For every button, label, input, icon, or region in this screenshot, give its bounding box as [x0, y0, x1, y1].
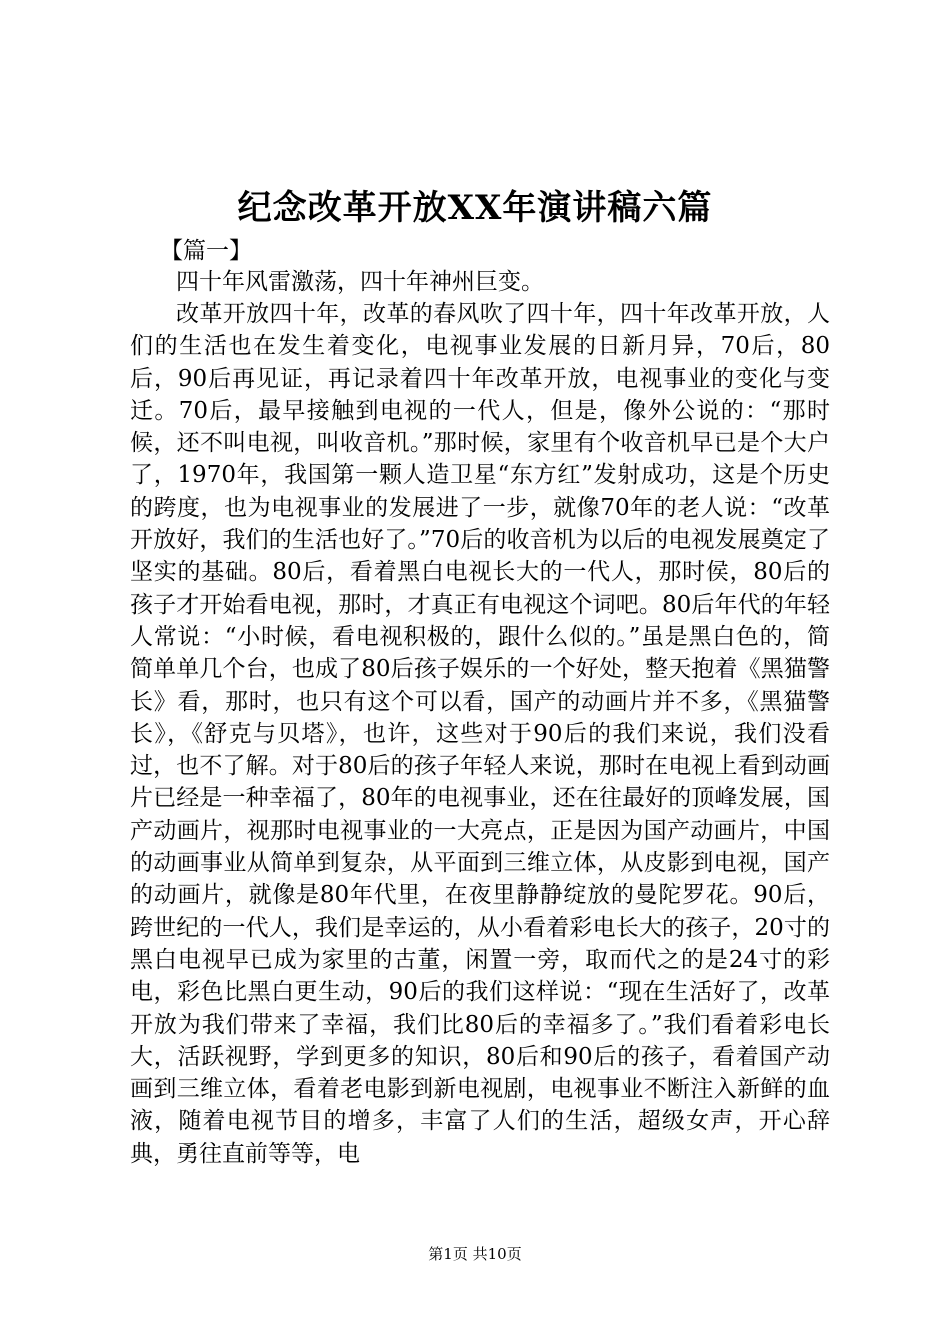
- section-heading: 【篇一】: [160, 238, 252, 264]
- document-title: 纪念改革开放XX年演讲稿六篇: [237, 188, 713, 228]
- paragraph-intro: 四十年风雷激荡，四十年神州巨变。: [176, 269, 544, 295]
- paragraph-body: 改革开放四十年，改革的春风吹了四十年，四十年改革开放，人们的生活也在发生着变化，电视事业发展的日新月异，70后，80后，90后再见证，再记录着四十年改革开放，电视事业的变化与变迁。70后，最早接触到电视的一代人，但是，像外公说的：“那时候，还不叫电视，叫收音机。”那时候，家里有个收音机早已是个大户了，1970年，我国第一颗人造卫星“东方红”发射成功，这是个历史的跨度，也为电视事业的发展进了一步，就像70年的老人说：“改革开放好，我们的生活也好了。”70后的收音机为以后的电视发展奠定了坚实的基础。80后，看着黑白电视长大的一代人，那时侯，80后的孩子才开始看电视，那时，才真正有电视这个词吧。80后年代的年轻人常说：“小时候，看电视积极的，跟什么似的。”虽是黑白色的，简简单单几个台，也成了80后孩子娱乐的一个好处，整天抱着《黑猫警长》看，那时，也只有这个可以看，国产的动画片并不多，《黑猫警长》，《舒克与贝塔》，也许，这些对于90后的我们来说，我们没看过，也不了解。对于80后的孩子年轻人来说，那时在电视上看到动画片已经是一种幸福了，80年的电视事业，还在往最好的顶峰发展，国产动画片，视那时电视事业的一大亮点，正是因为国产动画片，中国的动画事业从简单到复杂，从平面到三维立体，从皮影到电视，国产的动画片，就像是80年代里，在夜里静静绽放的曼陀罗花。90后，跨世纪的一代人，我们是幸运的，从小看着彩电长大的孩子，20寸的黑白电视早已成为家里的古董，闲置一旁，取而代之的是24寸的彩电，彩色比黑白更生动，90后的我们这样说：“现在生活好了，改革开放为我们带来了幸福，我们比80后的幸福多了。”我们看着彩电长大，活跃视野，学到更多的知识，80后和90后的孩子，看着国产动画到三维立体，看着老电影到新电视剧，电视事业不断注入新鲜的血液，随着电视节目的增多，丰富了人们的生活，超级女声，开心辞典，勇往直前等等，电: [130, 301, 830, 1167]
- page-footer: 第1页 共10页: [428, 1245, 522, 1263]
